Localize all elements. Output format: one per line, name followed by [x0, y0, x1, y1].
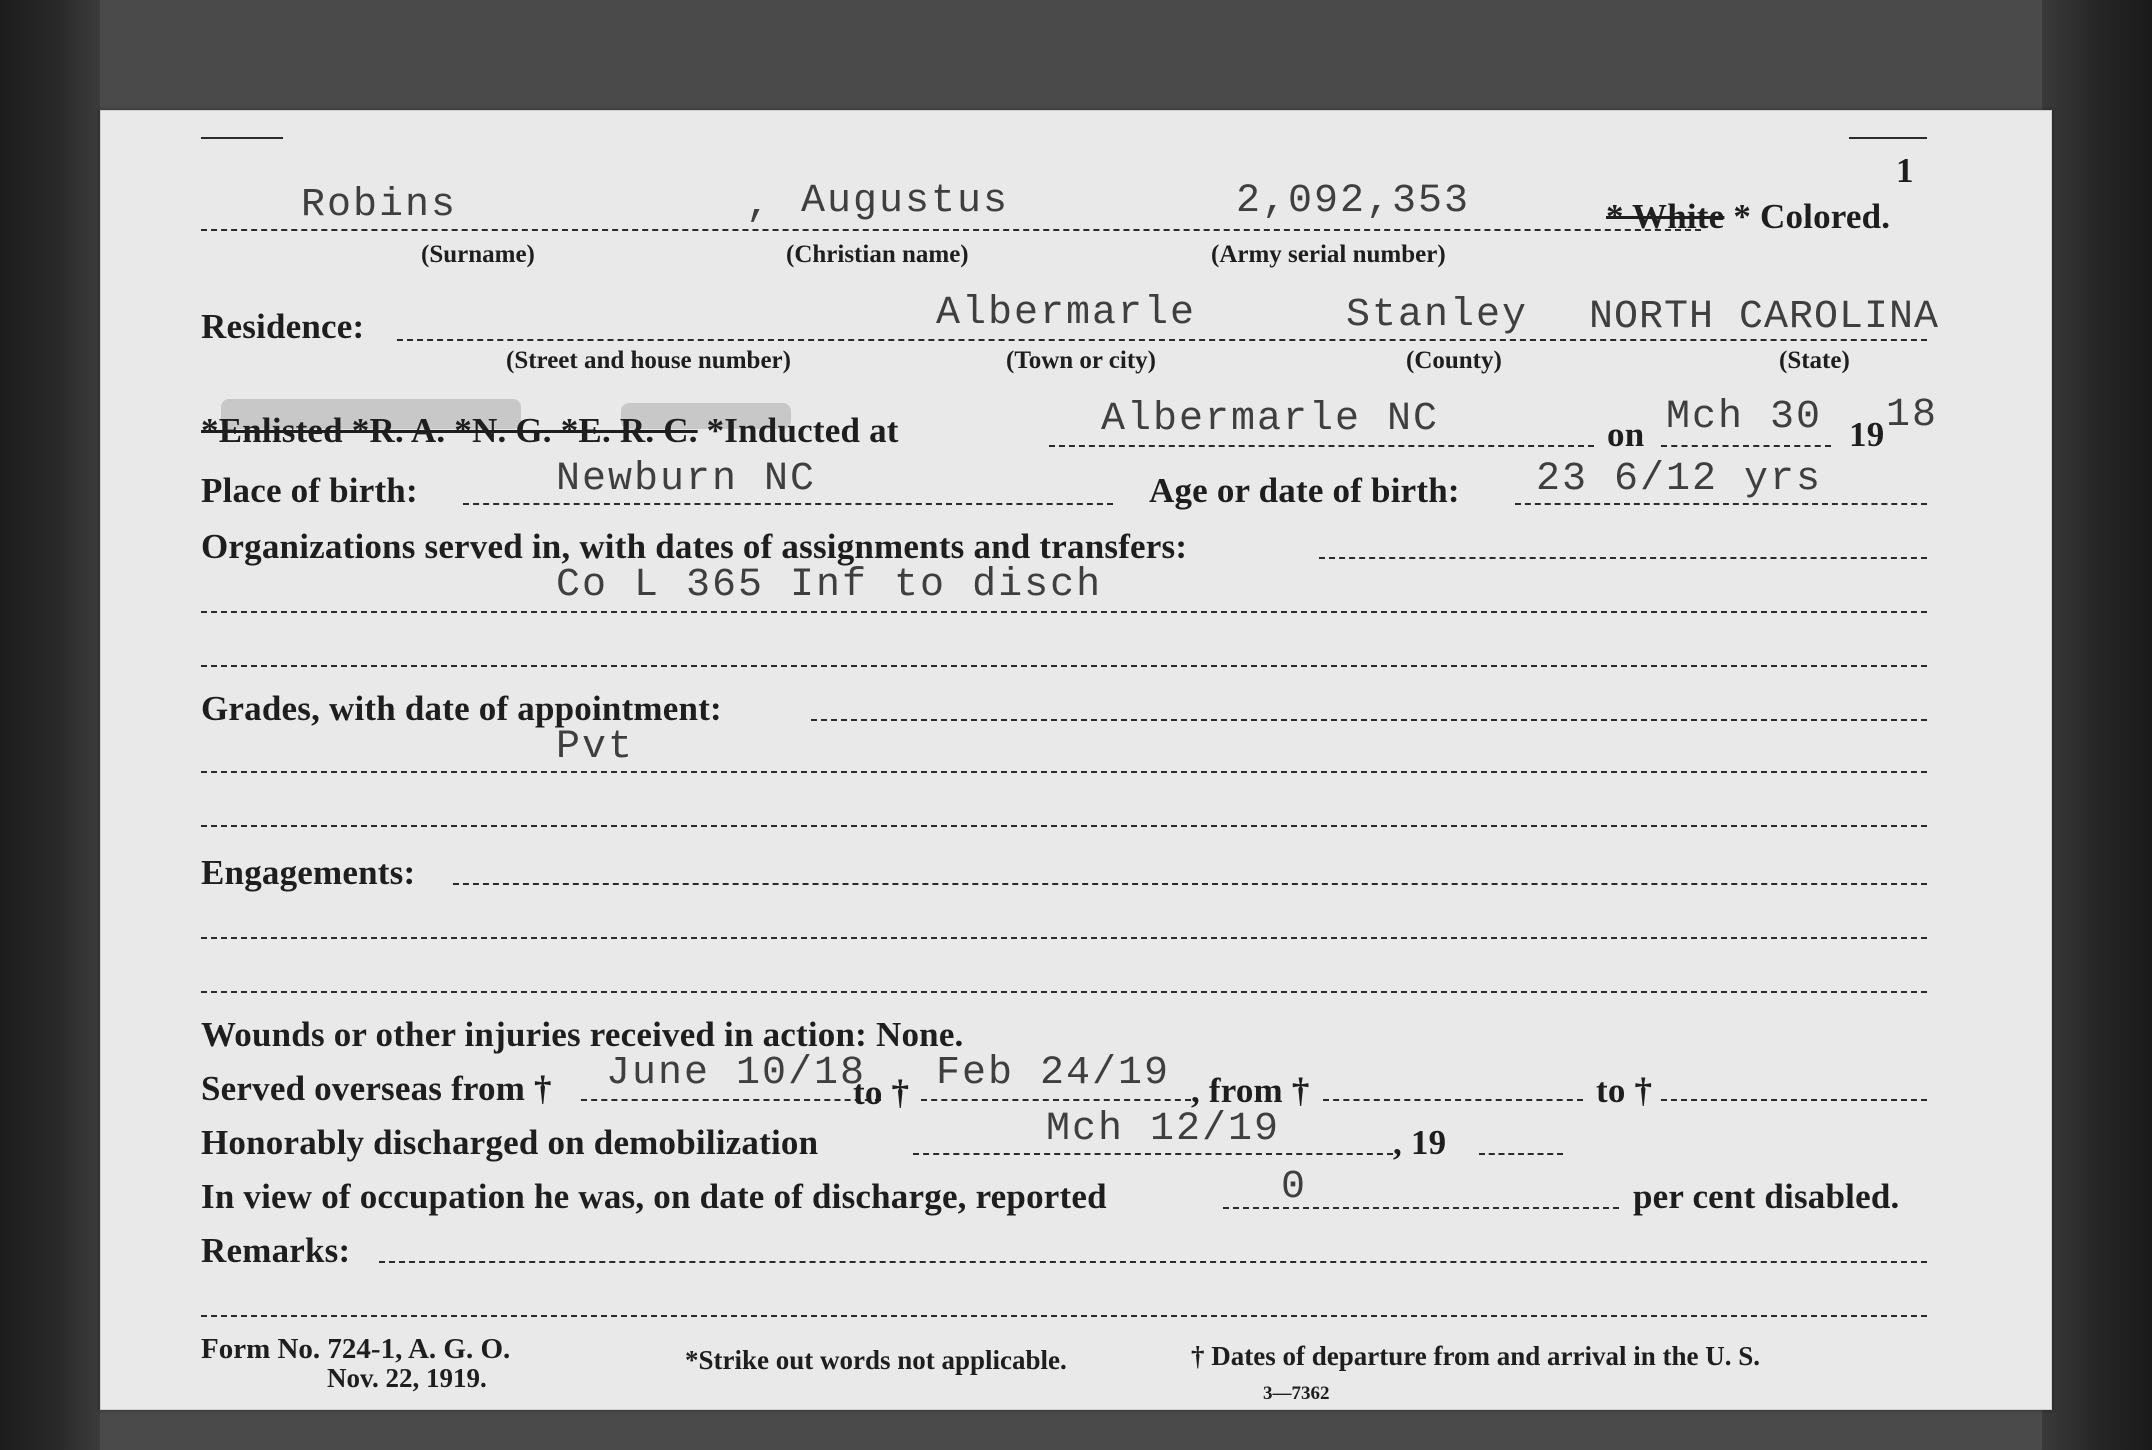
enlistment-categories — [201, 411, 899, 451]
inducted-line — [1049, 445, 1594, 447]
serial-number-value: 2,092,353 — [1236, 179, 1471, 224]
residence-state-value: NORTH CAROLINA — [1589, 295, 1940, 340]
race-colored: * Colored. — [1733, 197, 1891, 236]
overseas-from-label: Served overseas from — [201, 1069, 526, 1108]
engagements-line-2 — [201, 937, 1927, 939]
print-code: 3—7362 — [1263, 1383, 1330, 1404]
scan-border-left — [0, 0, 100, 1450]
place-of-birth-value: Newburn NC — [556, 457, 817, 502]
overseas-from2-label — [1191, 1071, 1310, 1111]
age-value: 23 6/12 yrs — [1536, 457, 1823, 502]
top-right-rule — [1849, 137, 1927, 139]
overseas-to2-text: to — [1596, 1071, 1626, 1110]
grades-line-2 — [201, 771, 1927, 773]
overseas-from-line — [581, 1099, 881, 1101]
enlistment-category-list: *Enlisted *R. A. *N. G. *E. R. C. — [201, 411, 698, 450]
residence-town-value: Albermarle — [936, 291, 1197, 336]
street-caption: (Street and house number) — [506, 347, 791, 374]
name-line — [201, 229, 1701, 231]
top-left-rule — [201, 137, 283, 139]
place-of-birth-line — [463, 503, 1113, 505]
overseas-from2-line — [1323, 1099, 1583, 1101]
induction-date-value: Mch 30 — [1666, 395, 1823, 440]
form-number: Form No. 724-1, A. G. O. — [201, 1333, 511, 1365]
christian-name-caption: (Christian name) — [786, 241, 969, 268]
on-label: on — [1607, 415, 1645, 454]
inducted-label: *Inducted at — [706, 411, 899, 450]
disability-label: In view of occupation he was, on date of discharge, reported — [201, 1177, 1107, 1216]
surname-caption: (Surname) — [421, 241, 535, 268]
place-of-birth-label: Place of birth: — [201, 471, 418, 510]
disability-value: 0 — [1281, 1165, 1308, 1210]
dates-note: † Dates of departure from and arrival in the U. S. — [1191, 1341, 1760, 1371]
overseas-label — [201, 1069, 552, 1109]
engagements-label: Engagements: — [201, 853, 416, 892]
grades-label: Grades, with date of appointment: — [201, 689, 722, 728]
race-white: * White — [1606, 197, 1725, 236]
discharge-date-value: Mch 12/19 — [1046, 1107, 1281, 1152]
card-number: 1 — [1896, 151, 1914, 190]
name-comma: , — [746, 183, 773, 228]
engagements-line-3 — [201, 991, 1927, 993]
overseas-to-label — [853, 1073, 909, 1113]
overseas-to2-line — [1661, 1099, 1927, 1101]
discharge-year-line — [1479, 1153, 1563, 1155]
overseas-to-line — [921, 1099, 1191, 1101]
grades-value: Pvt — [556, 725, 635, 770]
overseas-dagger-2: † — [891, 1073, 910, 1112]
serial-number-caption: (Army serial number) — [1211, 241, 1446, 268]
overseas-arrival-value: Feb 24/19 — [936, 1051, 1171, 1096]
discharge-line — [913, 1153, 1393, 1155]
residence-label: Residence: — [201, 307, 365, 346]
wounds-label: Wounds or other injuries received in action: None. — [201, 1015, 964, 1054]
form-date: Nov. 22, 1919. — [327, 1363, 487, 1393]
overseas-to2-label — [1596, 1071, 1652, 1111]
grades-line-1 — [811, 719, 1927, 721]
overseas-dagger-4: † — [1634, 1071, 1653, 1110]
engagements-line-1 — [453, 883, 1927, 885]
race-options — [1606, 197, 1890, 237]
surname-value: Robins — [301, 183, 458, 228]
overseas-dagger-3: † — [1291, 1071, 1310, 1110]
induction-date-line — [1661, 445, 1831, 447]
christian-name-value: Augustus — [801, 179, 1010, 224]
grades-line-3 — [201, 825, 1927, 827]
induction-year-value: 18 — [1886, 393, 1939, 438]
state-caption: (State) — [1779, 347, 1850, 374]
remarks-line-2 — [201, 1315, 1927, 1317]
age-line — [1515, 503, 1927, 505]
overseas-departure-value: June 10/18 — [606, 1051, 867, 1096]
town-caption: (Town or city) — [1006, 347, 1156, 374]
organizations-value: Co L 365 Inf to disch — [556, 563, 1103, 608]
induction-year-prefix: 19 — [1849, 415, 1885, 454]
overseas-from2-text: , from — [1191, 1071, 1283, 1110]
inducted-at-value: Albermarle NC — [1101, 397, 1440, 442]
strike-out-note: *Strike out words not applicable. — [685, 1345, 1067, 1375]
disability-suffix: per cent disabled. — [1633, 1177, 1900, 1216]
discharge-label: Honorably discharged on demobilization — [201, 1123, 819, 1162]
organizations-line-3 — [201, 665, 1927, 667]
organizations-label: Organizations served in, with dates of assignments and transfers: — [201, 527, 1188, 566]
scan-border-right — [2042, 0, 2152, 1450]
overseas-to-text: to — [853, 1073, 883, 1112]
service-record-card — [100, 110, 2052, 1410]
remarks-line-1 — [379, 1261, 1927, 1263]
residence-county-value: Stanley — [1346, 293, 1529, 338]
organizations-line-2 — [201, 611, 1927, 613]
discharge-year-label: , 19 — [1393, 1123, 1447, 1162]
county-caption: (County) — [1406, 347, 1502, 374]
remarks-label: Remarks: — [201, 1231, 351, 1270]
age-label: Age or date of birth: — [1149, 471, 1460, 510]
organizations-line-1 — [1319, 557, 1927, 559]
overseas-dagger-1: † — [534, 1069, 552, 1108]
